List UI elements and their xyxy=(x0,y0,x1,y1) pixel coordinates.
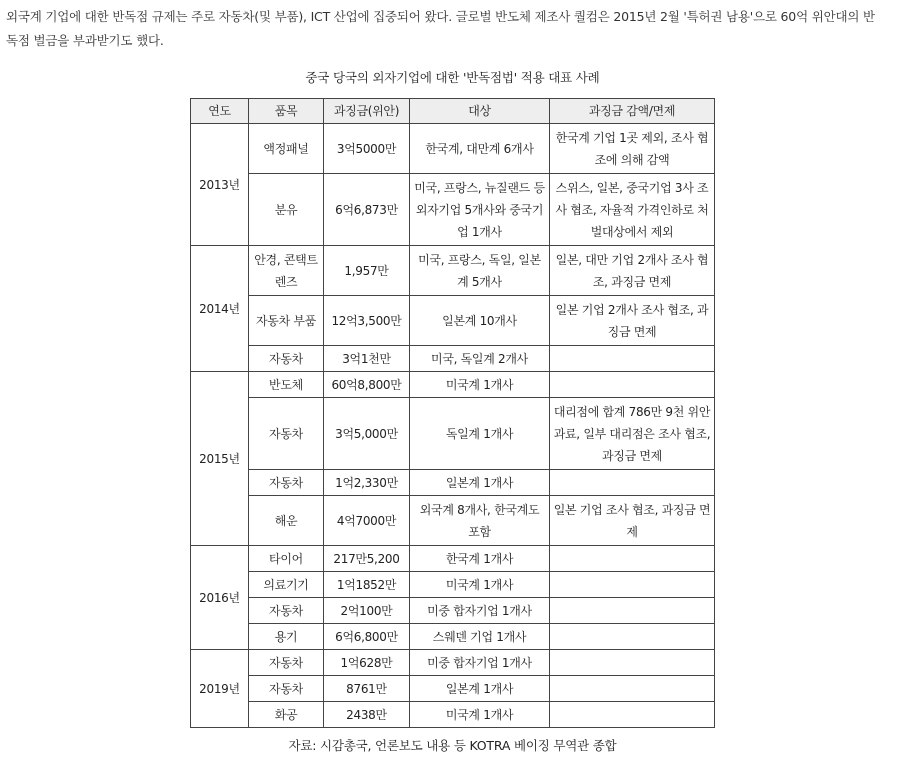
source-note: 자료: 시감총국, 언론보도 내용 등 KOTRA 베이징 무역관 종합 xyxy=(288,738,617,753)
table-row xyxy=(191,470,715,496)
table-title: 중국 당국의 외자기업에 대한 '반독점법' 적용 대표 사례 xyxy=(305,70,600,85)
item-cell: 자동차 xyxy=(249,470,324,496)
header-year: 연도 xyxy=(191,99,249,124)
target-cell: 스웨덴 기업 1개사 xyxy=(410,624,550,650)
table-row xyxy=(191,296,715,346)
fine-cell: 1억1852만 xyxy=(324,572,410,598)
year-cell: 2019년 xyxy=(191,650,249,728)
table-row xyxy=(191,624,715,650)
reduction-cell: 일본 기업 조사 협조, 과징금 면제 xyxy=(550,496,715,546)
reduction-cell: 일본 기업 2개사 조사 협조, 과징금 면제 xyxy=(550,296,715,346)
fine-cell: 12억3,500만 xyxy=(324,296,410,346)
fine-cell: 3억5000만 xyxy=(324,124,410,174)
item-cell: 자동차 xyxy=(249,676,324,702)
table-row xyxy=(191,124,715,174)
fine-cell: 4억7000만 xyxy=(324,496,410,546)
table-row xyxy=(191,572,715,598)
table-row xyxy=(191,496,715,546)
reduction-cell: 한국계 기업 1곳 제외, 조사 협조에 의해 감액 xyxy=(550,124,715,174)
target-cell: 일본계 1개사 xyxy=(410,676,550,702)
reduction-cell xyxy=(550,470,715,496)
header-reduction: 과징금 감액/면제 xyxy=(550,99,715,124)
item-cell: 자동차 xyxy=(249,650,324,676)
table-row xyxy=(191,246,715,296)
target-cell: 한국계 1개사 xyxy=(410,546,550,572)
fine-cell: 1억628만 xyxy=(324,650,410,676)
reduction-cell xyxy=(550,702,715,728)
fine-cell: 2억100만 xyxy=(324,598,410,624)
fine-cell: 1억2,330만 xyxy=(324,470,410,496)
intro-paragraph: 외국계 기업에 대한 반독점 규제는 주로 자동차(및 부품), ICT 산업에 집중되어 왔다. 글로벌 반도체 제조사 퀄컴은 2015년 2월 '특허권 남용'으로 60억 위안대의 반독점 벌금을 부과받기도 했다. xyxy=(6,9,875,48)
fine-cell: 60억8,800만 xyxy=(324,372,410,398)
item-cell: 화공 xyxy=(249,702,324,728)
target-cell: 미국, 프랑스, 독일, 일본계 5개사 xyxy=(410,246,550,296)
fine-cell: 2438만 xyxy=(324,702,410,728)
target-cell: 미국, 프랑스, 뉴질랜드 등 외자기업 5개사와 중국기업 1개사 xyxy=(410,174,550,246)
table-row xyxy=(191,598,715,624)
reduction-cell xyxy=(550,372,715,398)
item-cell: 자동차 xyxy=(249,398,324,470)
table-header-row xyxy=(191,99,715,124)
fine-cell: 3억1천만 xyxy=(324,346,410,372)
reduction-cell xyxy=(550,346,715,372)
header-fine: 과징금(위안) xyxy=(324,99,410,124)
table-row xyxy=(191,676,715,702)
reduction-cell xyxy=(550,546,715,572)
antitrust-cases-table xyxy=(190,98,715,728)
year-cell: 2016년 xyxy=(191,546,249,650)
table-row xyxy=(191,546,715,572)
item-cell: 타이어 xyxy=(249,546,324,572)
fine-cell: 1,957만 xyxy=(324,246,410,296)
target-cell: 미국계 1개사 xyxy=(410,372,550,398)
header-item: 품목 xyxy=(249,99,324,124)
reduction-cell xyxy=(550,650,715,676)
target-cell: 일본계 1개사 xyxy=(410,470,550,496)
header-target: 대상 xyxy=(410,99,550,124)
fine-cell: 217만5,200 xyxy=(324,546,410,572)
fine-cell: 6억6,800만 xyxy=(324,624,410,650)
target-cell: 미국계 1개사 xyxy=(410,702,550,728)
target-cell: 미중 합자기업 1개사 xyxy=(410,650,550,676)
reduction-cell xyxy=(550,624,715,650)
target-cell: 독일계 1개사 xyxy=(410,398,550,470)
table-row xyxy=(191,702,715,728)
item-cell: 해운 xyxy=(249,496,324,546)
target-cell: 일본계 10개사 xyxy=(410,296,550,346)
item-cell: 자동차 부품 xyxy=(249,296,324,346)
target-cell: 미중 합자기업 1개사 xyxy=(410,598,550,624)
table-row xyxy=(191,346,715,372)
target-cell: 외국계 8개사, 한국계도 포함 xyxy=(410,496,550,546)
item-cell: 분유 xyxy=(249,174,324,246)
reduction-cell: 일본, 대만 기업 2개사 조사 협조, 과징금 면제 xyxy=(550,246,715,296)
item-cell: 자동차 xyxy=(249,598,324,624)
table-row xyxy=(191,398,715,470)
item-cell: 안경, 콘택트렌즈 xyxy=(249,246,324,296)
item-cell: 의료기기 xyxy=(249,572,324,598)
target-cell: 한국계, 대만계 6개사 xyxy=(410,124,550,174)
reduction-cell xyxy=(550,676,715,702)
reduction-cell xyxy=(550,598,715,624)
year-cell: 2013년 xyxy=(191,124,249,246)
fine-cell: 8761만 xyxy=(324,676,410,702)
reduction-cell xyxy=(550,572,715,598)
target-cell: 미국계 1개사 xyxy=(410,572,550,598)
item-cell: 자동차 xyxy=(249,346,324,372)
item-cell: 액정패널 xyxy=(249,124,324,174)
year-cell: 2014년 xyxy=(191,246,249,372)
year-cell: 2015년 xyxy=(191,372,249,546)
target-cell: 미국, 독일계 2개사 xyxy=(410,346,550,372)
item-cell: 용기 xyxy=(249,624,324,650)
fine-cell: 6억6,873만 xyxy=(324,174,410,246)
table-row xyxy=(191,650,715,676)
reduction-cell: 스위스, 일본, 중국기업 3사 조사 협조, 자율적 가격인하로 처벌대상에서 제외 xyxy=(550,174,715,246)
table-row xyxy=(191,372,715,398)
table-row xyxy=(191,174,715,246)
fine-cell: 3억5,000만 xyxy=(324,398,410,470)
item-cell: 반도체 xyxy=(249,372,324,398)
reduction-cell: 대리점에 합계 786만 9천 위안 과료, 일부 대리점은 조사 협조, 과징금 면제 xyxy=(550,398,715,470)
